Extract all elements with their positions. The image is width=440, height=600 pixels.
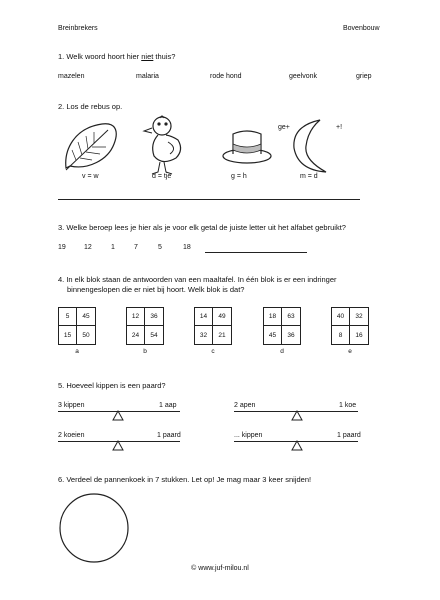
moon-suffix: +! bbox=[336, 124, 343, 131]
q3-number: 19 bbox=[58, 244, 66, 251]
fulcrum-icon bbox=[291, 440, 303, 451]
block-cell: 36 bbox=[145, 308, 163, 326]
scale-right: 1 aap bbox=[159, 402, 177, 409]
q4-title-line1: 4. In elk blok staan de antwoorden van een maaltafel. In één blok is er een indringer bbox=[58, 275, 337, 284]
fulcrum-icon bbox=[112, 440, 124, 451]
block-a[interactable] bbox=[58, 307, 96, 345]
q4-title-line2: binnengeslopen die er niet bij hoort. Welk blok is dat? bbox=[67, 285, 245, 294]
block-d[interactable] bbox=[263, 307, 301, 345]
block-cell: 14 bbox=[195, 308, 213, 326]
rebus-caption: m = d bbox=[300, 173, 318, 180]
fulcrum-icon bbox=[291, 410, 303, 421]
block-cell: 45 bbox=[77, 308, 95, 326]
block-label: b bbox=[143, 348, 147, 355]
hat-prefix: ge+ bbox=[278, 124, 290, 131]
block-c[interactable] bbox=[194, 307, 232, 345]
q3-title: 3. Welke beroep lees je hier als je voor elk getal de juiste letter uit het alfabet gebruikt? bbox=[58, 223, 346, 232]
block-cell: 40 bbox=[332, 308, 350, 326]
q6-title: 6. Verdeel de pannenkoek in 7 stukken. Let op! Je mag maar 3 keer snijden! bbox=[58, 475, 312, 484]
block-label: d bbox=[280, 348, 284, 355]
q1-word: rode hond bbox=[210, 73, 242, 80]
q5-title: 5. Hoeveel kippen is een paard? bbox=[58, 381, 166, 390]
header-right: Bovenbouw bbox=[343, 25, 380, 32]
header-left: Breinbrekers bbox=[58, 25, 98, 32]
q2-title: 2. Los de rebus op. bbox=[58, 102, 123, 111]
scale-left: 2 apen bbox=[234, 402, 256, 409]
block-cell: 63 bbox=[282, 308, 300, 326]
block-label: c bbox=[211, 348, 215, 355]
block-cell: 32 bbox=[195, 326, 213, 344]
duck-icon bbox=[140, 114, 190, 176]
block-cell: 32 bbox=[350, 308, 368, 326]
q3-answer-line[interactable] bbox=[205, 252, 307, 253]
fulcrum-icon bbox=[112, 410, 124, 421]
scale-right: 1 koe bbox=[339, 402, 357, 409]
scale-left: 2 koeien bbox=[58, 432, 85, 439]
rebus-caption: d = tje bbox=[152, 173, 172, 180]
rebus-caption: v = w bbox=[82, 173, 99, 180]
q1-word: mazelen bbox=[58, 73, 85, 80]
block-cell: 21 bbox=[218, 331, 226, 339]
block-cell: 18 bbox=[264, 308, 282, 326]
q3-number: 12 bbox=[84, 244, 92, 251]
block-cell: 15 bbox=[59, 326, 77, 344]
q1-title: 1. Welk woord hoort hier niet thuis? bbox=[58, 52, 176, 61]
block-cell: 8 bbox=[332, 326, 350, 344]
q2-answer-line[interactable] bbox=[58, 199, 360, 200]
q1-word: malaria bbox=[136, 73, 159, 80]
q3-number: 1 bbox=[111, 244, 115, 251]
q3-number: 5 bbox=[158, 244, 162, 251]
block-b[interactable] bbox=[126, 307, 164, 345]
scale-left: 3 kippen bbox=[58, 402, 85, 409]
block-cell: 50 bbox=[82, 331, 90, 339]
scale-right: 1 paard bbox=[157, 432, 181, 439]
block-cell: 5 bbox=[59, 308, 77, 326]
block-e[interactable] bbox=[331, 307, 369, 345]
footer-copyright: © www.juf-milou.nl bbox=[191, 565, 249, 572]
block-label: e bbox=[348, 348, 352, 355]
block-cell: 49 bbox=[213, 308, 231, 326]
block-cell: 54 bbox=[150, 331, 158, 339]
q1-word: geelvonk bbox=[289, 73, 318, 80]
block-cell: 24 bbox=[127, 326, 145, 344]
q3-number: 18 bbox=[183, 244, 191, 251]
block-cell: 36 bbox=[287, 331, 295, 339]
moon-icon bbox=[290, 118, 332, 174]
block-cell: 16 bbox=[355, 331, 363, 339]
block-cell: 12 bbox=[127, 308, 145, 326]
block-label: a bbox=[75, 348, 79, 355]
leaf-icon bbox=[62, 120, 122, 172]
hat-icon bbox=[221, 126, 273, 168]
rebus-caption: g = h bbox=[231, 173, 247, 180]
block-cell: 45 bbox=[264, 326, 282, 344]
q1-word: griep bbox=[356, 73, 372, 80]
scale-right: 1 paard bbox=[337, 432, 361, 439]
scale-left: ... kippen bbox=[234, 432, 263, 439]
pancake-circle[interactable] bbox=[58, 492, 130, 564]
q3-number: 7 bbox=[134, 244, 138, 251]
